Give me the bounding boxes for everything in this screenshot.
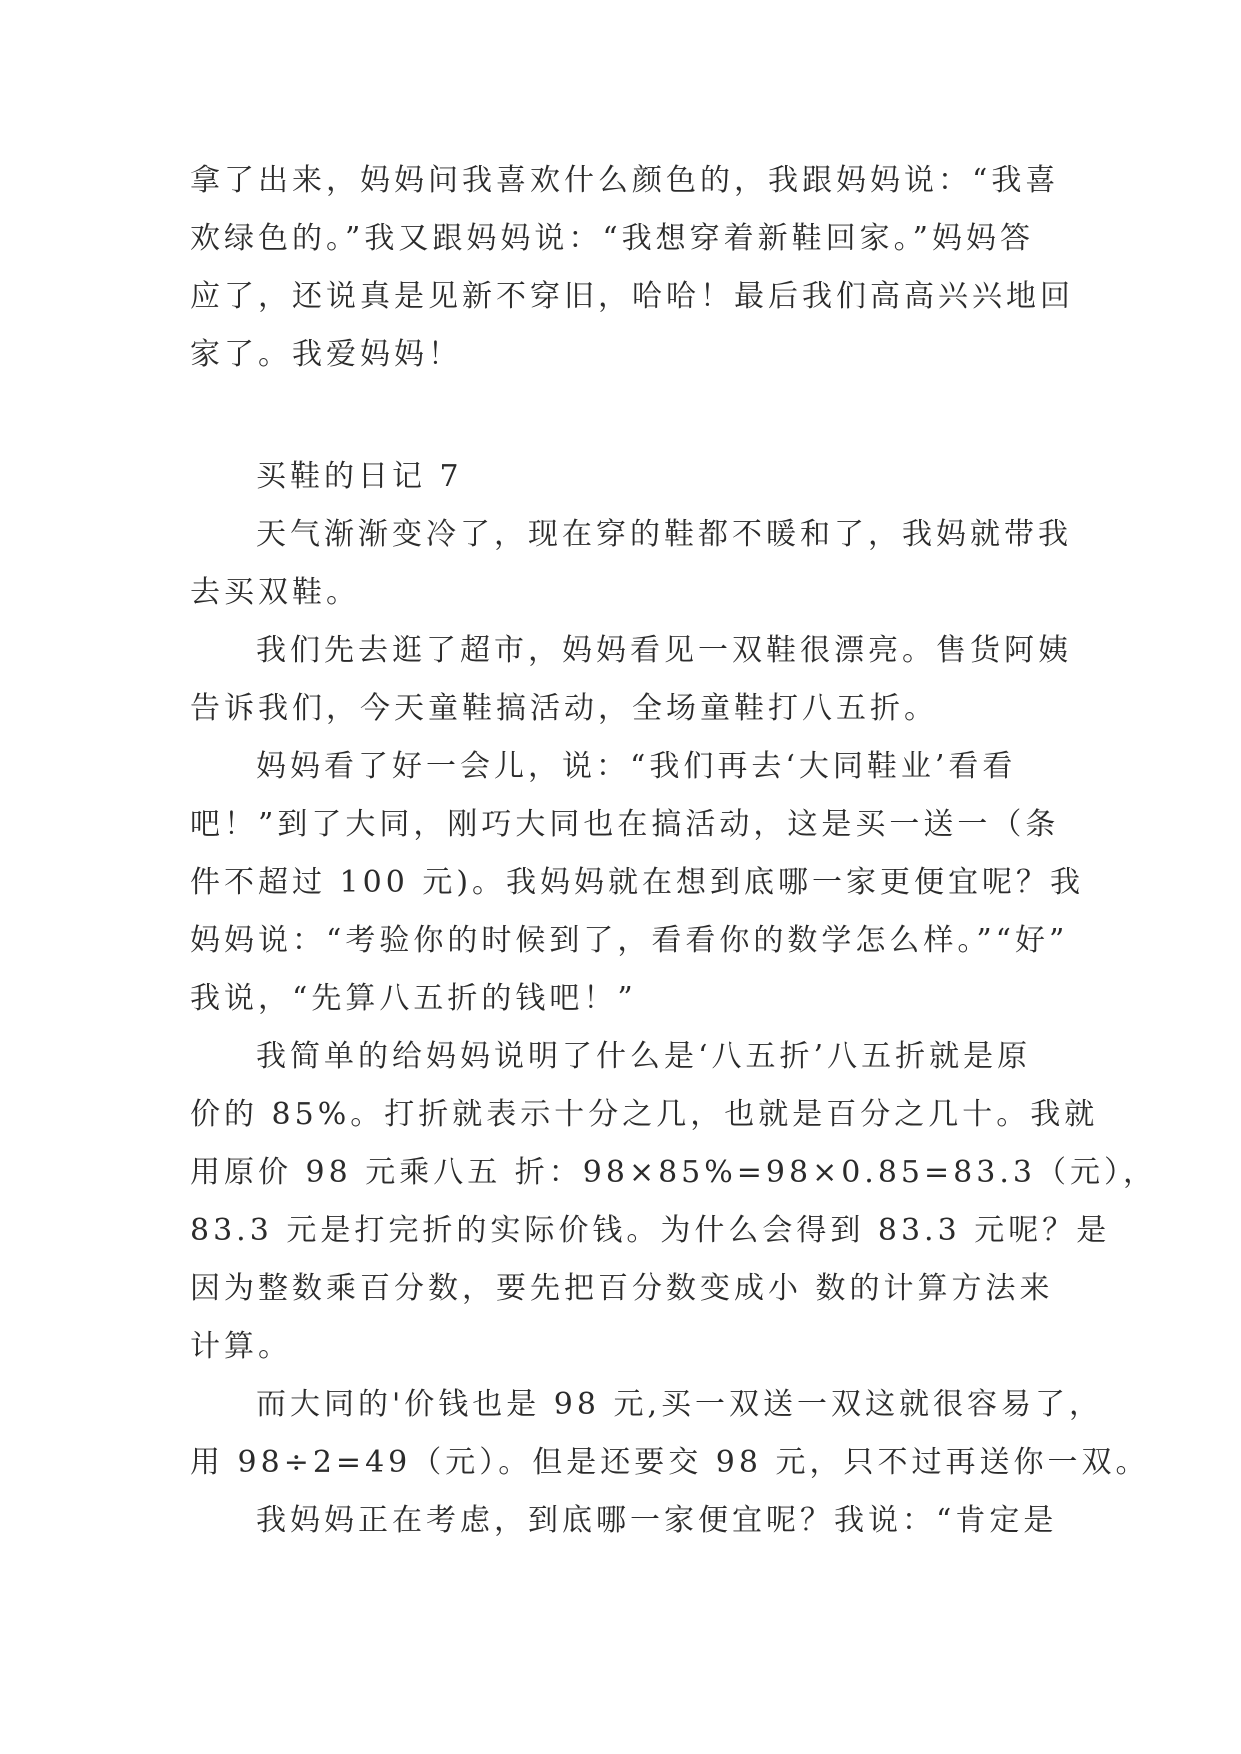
text-line: 件不超过 100 元)。我妈妈就在想到底哪一家更便宜呢？我 — [190, 865, 1085, 900]
section-title: 买鞋的日记 7 — [256, 459, 463, 494]
text-line: 而大同的'价钱也是 98 元,买一双送一双这就很容易了， — [256, 1387, 1104, 1422]
text-line: 去买双鞋。 — [190, 575, 360, 610]
text-line: 我说，“先算八五折的钱吧！” — [190, 981, 637, 1016]
text-line: 应了，还说真是见新不穿旧，哈哈！最后我们高高兴兴地回 — [190, 279, 1074, 314]
text-line: 计算。 — [190, 1329, 292, 1364]
text-line: 我妈妈正在考虑，到底哪一家便宜呢？我说：“肯定是 — [256, 1503, 1058, 1538]
text-line: 吧！”到了大同，刚巧大同也在搞活动，这是买一送一（条 — [190, 807, 1060, 842]
text-line: 妈妈说：“考验你的时候到了，看看你的数学怎么样。”“好” — [190, 923, 1069, 958]
text-line: 天气渐渐变冷了，现在穿的鞋都不暖和了，我妈就带我 — [256, 517, 1072, 552]
text-line: 妈妈看了好一会儿，说：“我们再去‘大同鞋业’看看 — [256, 749, 1017, 784]
text-line: 家了。我爱妈妈！ — [190, 337, 462, 372]
text-line: 83.3 元是打完折的实际价钱。为什么会得到 83.3 元呢？是 — [190, 1213, 1111, 1248]
text-line: 价的 85%。打折就表示十分之几，也就是百分之几十。我就 — [190, 1097, 1099, 1132]
text-line: 用 98÷2=49（元）。但是还要交 98 元，只不过再送你一双。 — [190, 1445, 1150, 1480]
text-line: 我们先去逛了超市，妈妈看见一双鞋很漂亮。售货阿姨 — [256, 633, 1072, 668]
text-line: 欢绿色的。”我又跟妈妈说：“我想穿着新鞋回家。”妈妈答 — [190, 221, 1035, 256]
diary-section — [190, 448, 1157, 1550]
text-line: 告诉我们，今天童鞋搞活动，全场童鞋打八五折。 — [190, 691, 938, 726]
text-line: 用原价 98 元乘八五 折：98×85%=98×0.85=83.3（元）， — [190, 1155, 1157, 1190]
text-line: 因为整数乘百分数，要先把百分数变成小 数的计算方法来 — [190, 1271, 1054, 1306]
text-line: 拿了出来，妈妈问我喜欢什么颜色的，我跟妈妈说：“我喜 — [190, 163, 1060, 198]
continuation-paragraph — [190, 152, 1074, 384]
text-line: 我简单的给妈妈说明了什么是‘八五折’八五折就是原 — [256, 1039, 1032, 1074]
